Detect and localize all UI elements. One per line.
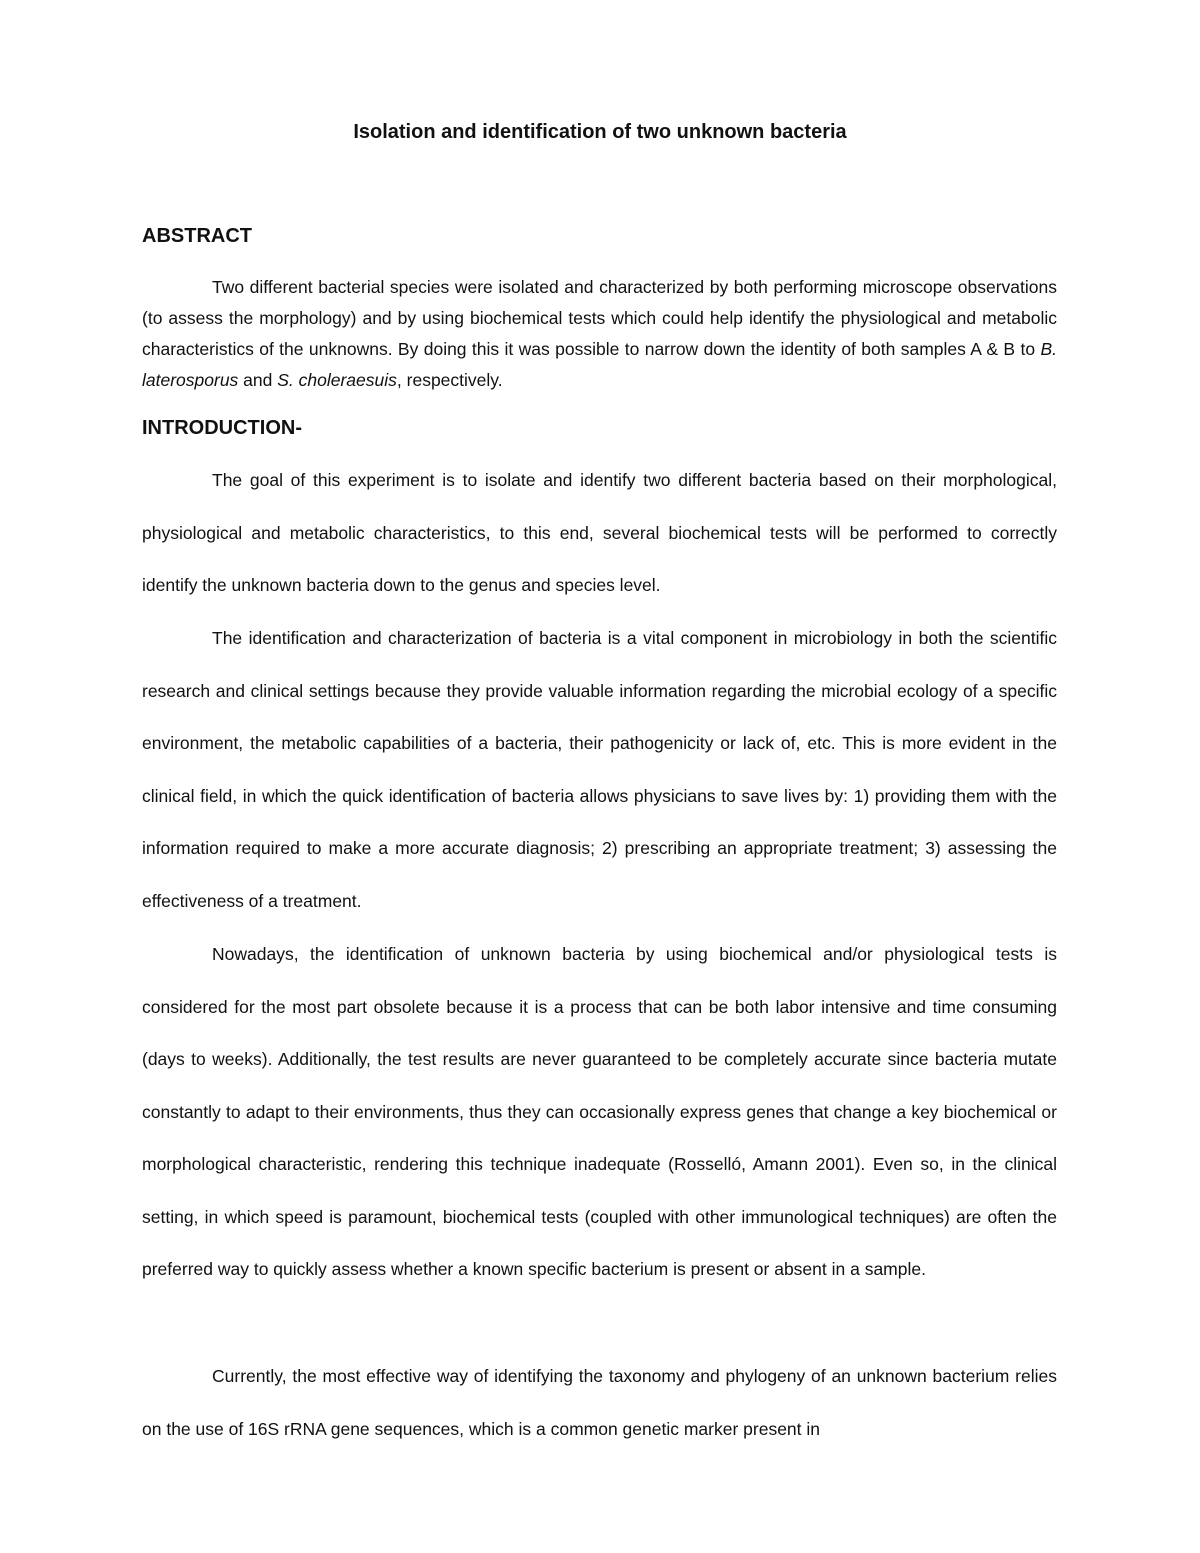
paragraph-text: Currently, the most effective way of identifying the taxonomy and phylogeny of an unknown bacterium relies on the use of 16S rRNA gene sequences, which is a common genetic marker present in: [142, 1366, 1057, 1439]
abstract-paragraph: [142, 272, 1057, 396]
species-name-2: S. choleraesuis: [277, 370, 397, 390]
introduction-heading: INTRODUCTION-: [142, 417, 302, 439]
document-title: Isolation and identification of two unknown bacteria: [353, 121, 847, 143]
abstract-text-before: Two different bacterial species were isolated and characterized by both performing microscope observations (to assess the morphology) and by using biochemical tests which could help identify the physiological and metabolic characteristics of the unknowns. By doing this it was possible to narrow down the identity of both samples A & B to: [142, 277, 1057, 359]
abstract-text-after: , respectively.: [396, 370, 503, 390]
paragraph-text: Nowadays, the identification of unknown bacteria by using biochemical and/or physiological tests is considered for the most part obsolete because it is a process that can be both labor intensive and time consuming (days to weeks). Additionally, the test results are never guaranteed to be completely accurate since bacteria mutate constantly to adapt to their environments, thus they can occasionally express genes that change a key biochemical or morphological characteristic, rendering this technique inadequate (Rosselló, Amann 2001). Even so, in the clinical setting, in which speed is paramount, biochemical tests (coupled with other immunological techniques) are often the preferred way to quickly assess whether a known specific bacterium is present or absent in a sample.: [142, 944, 1057, 1279]
paragraph-text: The goal of this experiment is to isolate and identify two different bacteria based on their morphological, physiological and metabolic characteristics, to this end, several biochemical tests will be performed to correctly identify the unknown bacteria down to the genus and species level.: [142, 470, 1057, 595]
introduction-paragraph: [142, 612, 1057, 927]
introduction-paragraph: [142, 454, 1057, 612]
paragraph-text: The identification and characterization of bacteria is a vital component in microbiology in both the scientific research and clinical settings because they provide valuable information regarding the microbial ecology of a specific environment, the metabolic capabilities of a bacteria, their pathogenicity or lack of, etc. This is more evident in the clinical field, in which the quick identification of bacteria allows physicians to save lives by: 1) providing them with the information required to make a more accurate diagnosis; 2) prescribing an appropriate treatment; 3) assessing the effectiveness of a treatment.: [142, 628, 1057, 911]
abstract-heading: ABSTRACT: [142, 225, 252, 247]
abstract-text-middle: and: [238, 370, 278, 390]
introduction-paragraph: [142, 928, 1057, 1296]
species-name-1: B. laterosporus: [142, 339, 1057, 390]
introduction-paragraph: [142, 1350, 1057, 1455]
